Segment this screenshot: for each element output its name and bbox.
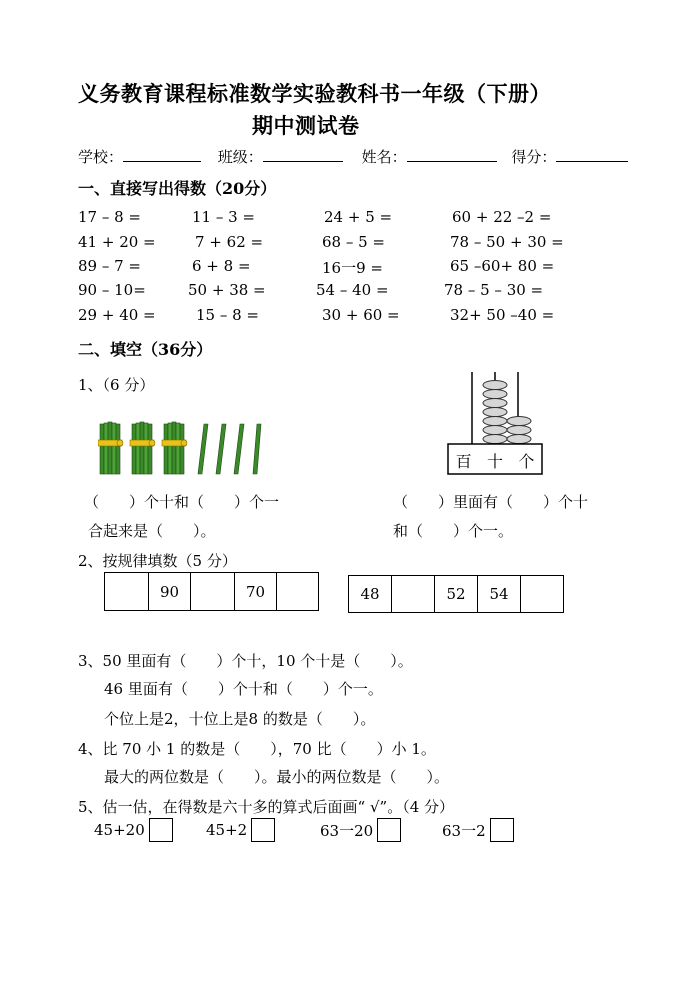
exam-title-line2: 期中测试卷 bbox=[252, 113, 360, 138]
sequence-cell: 54 bbox=[478, 576, 521, 612]
name-blank[interactable] bbox=[407, 147, 497, 162]
school-label: 学校： bbox=[78, 148, 124, 166]
sequence-cell[interactable] bbox=[105, 573, 149, 610]
estimate-item bbox=[206, 818, 275, 842]
estimate-item bbox=[320, 818, 401, 842]
q1-right-line1: （ ）里面有（ ）个十 bbox=[393, 493, 589, 511]
info-line bbox=[78, 146, 628, 167]
equation: 15 – 8 = bbox=[196, 306, 260, 324]
section2-heading: 二、填空（36分） bbox=[78, 340, 213, 359]
q3-line1: 3、50 里面有（ ）个十，10 个十是（ ）。 bbox=[78, 652, 413, 670]
q3-line3: 个位上是2，十位上是8 的数是（ ）。 bbox=[104, 710, 376, 728]
sequence-cell[interactable] bbox=[521, 576, 563, 612]
q5-line1: 5、估一估，在得数是六十多的算式后面画“ √”。（4 分） bbox=[78, 798, 455, 816]
score-label: 得分： bbox=[511, 148, 557, 166]
equation: 90 – 10= bbox=[78, 281, 146, 299]
q4-line2: 最大的两位数是（ ）。最小的两位数是（ ）。 bbox=[104, 768, 450, 786]
q2-label: 2、按规律填数（5 分） bbox=[78, 552, 237, 570]
sequence-cell[interactable] bbox=[277, 573, 318, 610]
q3-line2: 46 里面有（ ）个十和（ ）个一。 bbox=[104, 680, 383, 698]
checkmark-box[interactable] bbox=[149, 818, 173, 842]
q1-left-line1: （ ）个十和（ ）个一 bbox=[84, 493, 280, 511]
ones-bead-icon bbox=[507, 417, 531, 444]
equation: 89 – 7 = bbox=[78, 257, 142, 275]
equation: 50 + 38 = bbox=[188, 281, 266, 299]
estimate-item bbox=[442, 818, 514, 842]
estimate-item bbox=[94, 818, 173, 842]
equation: 60 + 22 –2 = bbox=[452, 208, 552, 226]
sequence-cell: 48 bbox=[349, 576, 392, 612]
abacus-label-ones: 个 bbox=[518, 452, 535, 471]
class-label: 班级： bbox=[217, 148, 263, 166]
estimate-expression: 45+20 bbox=[94, 821, 145, 839]
equation: 54 – 40 = bbox=[316, 281, 389, 299]
tens-bead-icon bbox=[483, 381, 507, 444]
sequence-boxes-1 bbox=[104, 572, 319, 611]
abacus-label-hundreds: 百 bbox=[455, 452, 472, 471]
equation: 30 + 60 = bbox=[322, 306, 400, 324]
equation: 29 + 40 = bbox=[78, 306, 156, 324]
ten-stick-bundle-icon bbox=[98, 422, 123, 474]
equation: 65 –60+ 80 = bbox=[450, 257, 555, 275]
q1-label: 1、（6 分） bbox=[78, 376, 155, 394]
equation: 7 + 62 = bbox=[195, 233, 264, 251]
sequence-cell: 52 bbox=[435, 576, 478, 612]
school-blank[interactable] bbox=[123, 147, 201, 162]
score-blank[interactable] bbox=[556, 147, 628, 162]
sequence-cell[interactable] bbox=[191, 573, 235, 610]
checkmark-box[interactable] bbox=[490, 818, 514, 842]
ten-stick-bundle-icon bbox=[130, 422, 155, 474]
estimate-expression: 63一20 bbox=[320, 821, 374, 840]
equation: 78 – 50 + 30 = bbox=[450, 233, 564, 251]
estimate-expression: 63一2 bbox=[442, 821, 486, 840]
q4-line1: 4、比 70 小 1 的数是（ ），70 比（ ）小 1。 bbox=[78, 740, 436, 758]
estimate-expression: 45+2 bbox=[206, 821, 248, 839]
stick-bundles-illustration bbox=[98, 418, 273, 478]
abacus-place-labels bbox=[448, 449, 542, 472]
equation: 78 – 5 – 30 = bbox=[444, 281, 544, 299]
sequence-cell: 70 bbox=[235, 573, 277, 610]
single-stick-icon bbox=[198, 424, 261, 474]
equation: 68 – 5 = bbox=[322, 233, 386, 251]
sequence-boxes-2 bbox=[348, 575, 564, 613]
equation: 24 + 5 = bbox=[324, 208, 393, 226]
equation: 17 – 8 = bbox=[78, 208, 142, 226]
q1-left-line2: 合起来是（ ）。 bbox=[88, 522, 216, 540]
abacus-label-tens: 十 bbox=[486, 452, 503, 471]
ten-stick-bundle-icon bbox=[162, 422, 187, 474]
equation: 6 + 8 = bbox=[192, 257, 251, 275]
sequence-cell: 90 bbox=[149, 573, 191, 610]
name-label: 姓名： bbox=[361, 148, 407, 166]
equation: 41 + 20 = bbox=[78, 233, 156, 251]
q1-right-line2: 和（ ）个一。 bbox=[393, 522, 514, 540]
class-blank[interactable] bbox=[263, 147, 343, 162]
equation: 32+ 50 –40 = bbox=[450, 306, 555, 324]
checkmark-box[interactable] bbox=[251, 818, 275, 842]
checkmark-box[interactable] bbox=[377, 818, 401, 842]
equation: 16一9 = bbox=[322, 259, 383, 277]
equation: 11 – 3 = bbox=[192, 208, 256, 226]
section1-heading: 一、直接写出得数（20分） bbox=[78, 179, 277, 198]
exam-title-line1: 义务教育课程标准数学实验教科书一年级（下册） bbox=[78, 81, 551, 106]
sequence-cell[interactable] bbox=[392, 576, 435, 612]
